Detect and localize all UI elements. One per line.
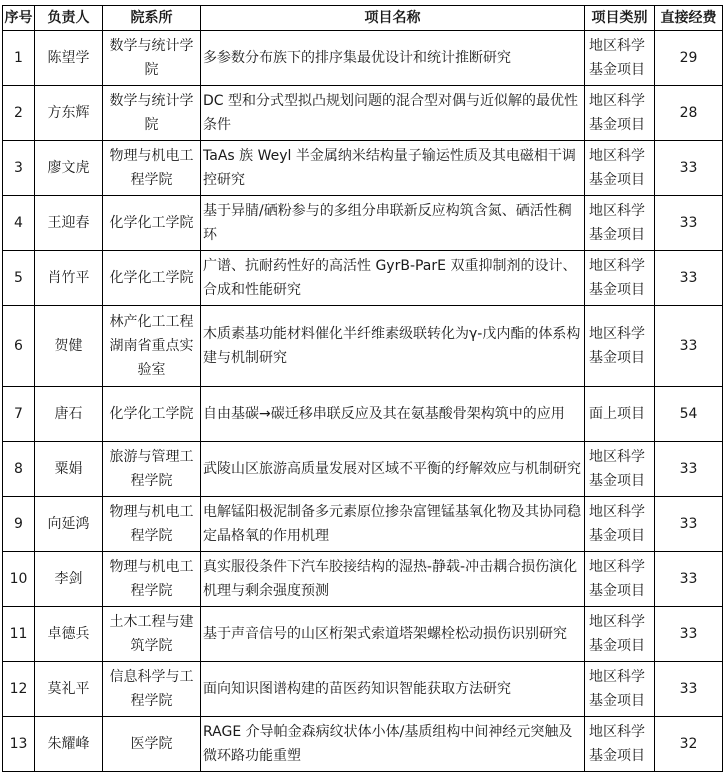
cell-college: 医学院 bbox=[103, 717, 201, 772]
cell-person: 肖竹平 bbox=[35, 251, 103, 306]
cell-category: 地区科学基金项目 bbox=[585, 196, 655, 251]
header-college: 院系所 bbox=[103, 6, 201, 31]
table-row bbox=[3, 552, 723, 607]
cell-person: 陈望学 bbox=[35, 31, 103, 86]
cell-funding: 28 bbox=[655, 86, 723, 141]
header-project-name: 项目名称 bbox=[201, 6, 585, 31]
cell-project-name: 电解锰阳极泥制备多元素原位掺杂富锂锰基氧化物及其协同稳定晶格氧的作用机理 bbox=[201, 497, 585, 552]
table-row bbox=[3, 662, 723, 717]
cell-college: 化学化工学院 bbox=[103, 251, 201, 306]
cell-funding: 33 bbox=[655, 306, 723, 387]
cell-funding: 33 bbox=[655, 251, 723, 306]
cell-college: 信息科学与工程学院 bbox=[103, 662, 201, 717]
header-funding: 直接经费 bbox=[655, 6, 723, 31]
cell-person: 卓德兵 bbox=[35, 607, 103, 662]
cell-college: 旅游与管理工程学院 bbox=[103, 442, 201, 497]
cell-funding: 32 bbox=[655, 717, 723, 772]
cell-category: 面上项目 bbox=[585, 387, 655, 442]
cell-category: 地区科学基金项目 bbox=[585, 442, 655, 497]
project-table bbox=[2, 5, 723, 772]
cell-project-name: 木质素基功能材料催化半纤维素级联转化为γ-戊内酯的体系构建与机制研究 bbox=[201, 306, 585, 387]
cell-no: 13 bbox=[3, 717, 35, 772]
cell-category: 地区科学基金项目 bbox=[585, 662, 655, 717]
header-category: 项目类别 bbox=[585, 6, 655, 31]
table-row bbox=[3, 251, 723, 306]
cell-person: 莫礼平 bbox=[35, 662, 103, 717]
cell-funding: 33 bbox=[655, 552, 723, 607]
cell-funding: 33 bbox=[655, 662, 723, 717]
cell-college: 数学与统计学院 bbox=[103, 31, 201, 86]
cell-category: 地区科学基金项目 bbox=[585, 141, 655, 196]
cell-person: 方东辉 bbox=[35, 86, 103, 141]
cell-funding: 33 bbox=[655, 497, 723, 552]
cell-no: 4 bbox=[3, 196, 35, 251]
cell-no: 9 bbox=[3, 497, 35, 552]
cell-college: 土木工程与建筑学院 bbox=[103, 607, 201, 662]
cell-project-name: 真实服役条件下汽车胶接结构的湿热-静载-冲击耦合损伤演化机理与剩余强度预测 bbox=[201, 552, 585, 607]
cell-project-name: 基于异腈/硒粉参与的多组分串联新反应构筑含氮、硒活性稠环 bbox=[201, 196, 585, 251]
cell-college: 林产化工工程湖南省重点实验室 bbox=[103, 306, 201, 387]
cell-project-name: 自由基碳→碳迁移串联反应及其在氨基酸骨架构筑中的应用 bbox=[201, 387, 585, 442]
cell-funding: 33 bbox=[655, 607, 723, 662]
cell-college: 化学化工学院 bbox=[103, 387, 201, 442]
cell-person: 王迎春 bbox=[35, 196, 103, 251]
cell-college: 物理与机电工程学院 bbox=[103, 552, 201, 607]
cell-category: 地区科学基金项目 bbox=[585, 251, 655, 306]
cell-category: 地区科学基金项目 bbox=[585, 497, 655, 552]
cell-no: 5 bbox=[3, 251, 35, 306]
cell-person: 朱耀峰 bbox=[35, 717, 103, 772]
cell-project-name: 多参数分布族下的排序集最优设计和统计推断研究 bbox=[201, 31, 585, 86]
table-row bbox=[3, 387, 723, 442]
cell-category: 地区科学基金项目 bbox=[585, 607, 655, 662]
cell-funding: 54 bbox=[655, 387, 723, 442]
table-row bbox=[3, 717, 723, 772]
cell-project-name: TaAs 族 Weyl 半金属纳米结构量子输运性质及其电磁相干调控研究 bbox=[201, 141, 585, 196]
table-row bbox=[3, 306, 723, 387]
table-row bbox=[3, 497, 723, 552]
header-person: 负责人 bbox=[35, 6, 103, 31]
cell-no: 12 bbox=[3, 662, 35, 717]
cell-college: 物理与机电工程学院 bbox=[103, 497, 201, 552]
cell-project-name: 基于声音信号的山区桁架式索道塔架螺栓松动损伤识别研究 bbox=[201, 607, 585, 662]
cell-no: 8 bbox=[3, 442, 35, 497]
cell-college: 化学化工学院 bbox=[103, 196, 201, 251]
cell-person: 向延鸿 bbox=[35, 497, 103, 552]
cell-category: 地区科学基金项目 bbox=[585, 717, 655, 772]
cell-project-name: RAGE 介导帕金森病纹状体小体/基质组构中间神经元突触及微环路功能重塑 bbox=[201, 717, 585, 772]
table-row bbox=[3, 607, 723, 662]
header-no: 序号 bbox=[3, 6, 35, 31]
cell-no: 11 bbox=[3, 607, 35, 662]
cell-project-name: 广谱、抗耐药性好的高活性 GyrB-ParE 双重抑制剂的设计、合成和性能研究 bbox=[201, 251, 585, 306]
cell-no: 7 bbox=[3, 387, 35, 442]
cell-no: 6 bbox=[3, 306, 35, 387]
table-row bbox=[3, 141, 723, 196]
table-row bbox=[3, 86, 723, 141]
cell-no: 1 bbox=[3, 31, 35, 86]
cell-project-name: DC 型和分式型拟凸规划问题的混合型对偶与近似解的最优性条件 bbox=[201, 86, 585, 141]
table-row bbox=[3, 31, 723, 86]
cell-funding: 33 bbox=[655, 442, 723, 497]
cell-category: 地区科学基金项目 bbox=[585, 86, 655, 141]
cell-funding: 33 bbox=[655, 196, 723, 251]
cell-project-name: 面向知识图谱构建的苗医药知识智能获取方法研究 bbox=[201, 662, 585, 717]
cell-funding: 33 bbox=[655, 141, 723, 196]
table-row bbox=[3, 442, 723, 497]
cell-no: 2 bbox=[3, 86, 35, 141]
cell-college: 数学与统计学院 bbox=[103, 86, 201, 141]
cell-category: 地区科学基金项目 bbox=[585, 306, 655, 387]
table-header-row bbox=[3, 6, 723, 31]
table-row bbox=[3, 196, 723, 251]
cell-college: 物理与机电工程学院 bbox=[103, 141, 201, 196]
cell-no: 3 bbox=[3, 141, 35, 196]
cell-funding: 29 bbox=[655, 31, 723, 86]
cell-category: 地区科学基金项目 bbox=[585, 31, 655, 86]
cell-person: 李剑 bbox=[35, 552, 103, 607]
cell-person: 唐石 bbox=[35, 387, 103, 442]
cell-no: 10 bbox=[3, 552, 35, 607]
cell-category: 地区科学基金项目 bbox=[585, 552, 655, 607]
cell-person: 粟娟 bbox=[35, 442, 103, 497]
cell-project-name: 武陵山区旅游高质量发展对区域不平衡的纾解效应与机制研究 bbox=[201, 442, 585, 497]
cell-person: 廖文虎 bbox=[35, 141, 103, 196]
cell-person: 贺健 bbox=[35, 306, 103, 387]
